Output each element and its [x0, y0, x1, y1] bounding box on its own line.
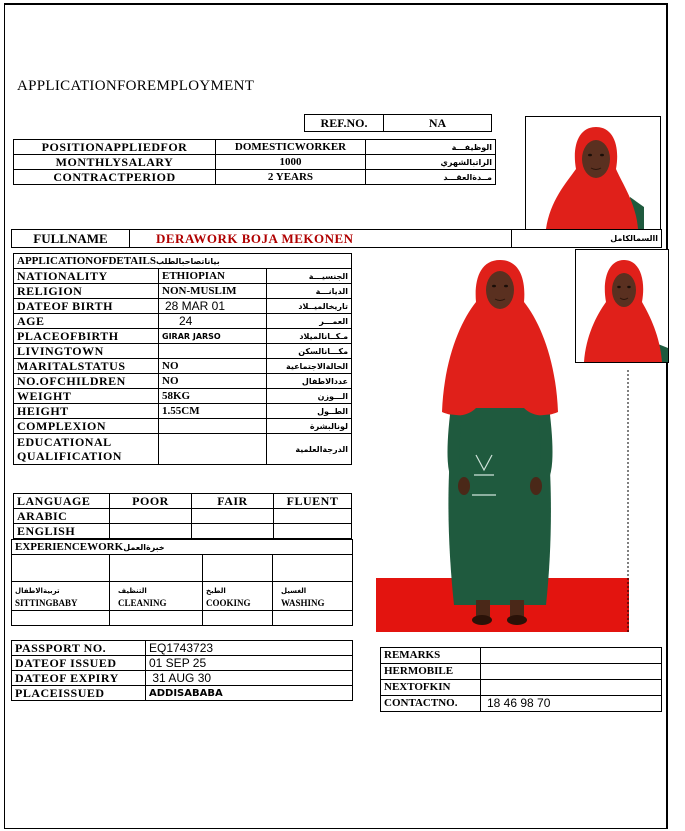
- job-table: [13, 139, 496, 185]
- birthplace-label: PLACEOFBIRTH: [14, 329, 159, 344]
- remarks-value: [481, 648, 662, 664]
- table-row: [14, 524, 352, 539]
- mobile-label: HERMOBILE: [381, 664, 481, 680]
- arabic-poor: [110, 509, 192, 524]
- remarks-label: REMARKS: [381, 648, 481, 664]
- ref-label: REF.NO.: [305, 115, 384, 132]
- passport-no-value: EQ1743723: [146, 641, 353, 656]
- livingtown-label-ar: مكـــانالسكن: [267, 344, 352, 359]
- expiry-date-label: DATEOF EXPIRY: [12, 671, 146, 686]
- table-row: [12, 656, 353, 671]
- ref-table: [304, 114, 492, 132]
- children-value: NO: [159, 374, 267, 389]
- portrait-photo: [525, 116, 661, 230]
- table-row: [14, 269, 352, 284]
- ref-value: NA: [384, 115, 492, 132]
- height-label: HEIGHT: [14, 404, 159, 419]
- weight-label: WEIGHT: [14, 389, 159, 404]
- complexion-label: COMPLEXION: [14, 419, 159, 434]
- age-label-ar: العمـــر: [267, 314, 352, 329]
- expiry-date-value: 31 AUG 30: [146, 671, 353, 686]
- poor-header: POOR: [110, 494, 192, 509]
- contact-no-value: 18 46 98 70: [481, 696, 662, 712]
- religion-label: RELIGION: [14, 284, 159, 299]
- birthplace-value: GIRAR JARSO: [159, 329, 267, 344]
- livingtown-label: LIVINGTOWN: [14, 344, 159, 359]
- skill-cell: [203, 611, 273, 626]
- fullname-label-ar: االسمالكامل: [512, 230, 662, 248]
- marital-label-ar: الحالةالاجتماعية: [267, 359, 352, 374]
- salary-value: 1000: [216, 155, 366, 170]
- english-poor: [110, 524, 192, 539]
- contract-label: CONTRACTPERIOD: [14, 170, 216, 185]
- skill-sittingbaby: [12, 582, 110, 611]
- english-fair: [192, 524, 274, 539]
- skill-washing-en: WASHING: [281, 598, 325, 608]
- remarks-table: [380, 647, 662, 712]
- salary-label: MONTHLYSALARY: [14, 155, 216, 170]
- experience-label-ar: خبرةالعمل: [123, 542, 165, 552]
- fullname-label: FULLNAME: [12, 230, 130, 248]
- complexion-label-ar: لونالبشرة: [267, 419, 352, 434]
- table-row: [14, 284, 352, 299]
- language-header: LANGUAGE: [14, 494, 110, 509]
- experience-cell: [273, 555, 353, 582]
- passport-no-label: PASSPORT NO.: [12, 641, 146, 656]
- age-value: 24: [159, 314, 267, 329]
- contact-no-label: CONTACTNO.: [381, 696, 481, 712]
- experience-cell: [12, 555, 110, 582]
- position-label: POSITIONAPPLIEDFOR: [14, 140, 216, 155]
- inset-portrait-photo: [575, 249, 669, 363]
- birthdate-label: DATEOF BIRTH: [14, 299, 159, 314]
- skill-cleaning-ar: التنظيف: [118, 587, 147, 595]
- salary-label-ar: الراتبالشهري: [366, 155, 496, 170]
- fluent-header: FLUENT: [274, 494, 352, 509]
- place-issued-label: PLACEISSUED: [12, 686, 146, 701]
- skill-washing-ar: الغسيل: [281, 587, 307, 595]
- table-row: [14, 329, 352, 344]
- table-row: [14, 389, 352, 404]
- education-label-line-2: QUALIFICATION: [17, 449, 122, 463]
- nationality-value: ETHIOPIAN: [159, 269, 267, 284]
- nationality-label: NATIONALITY: [14, 269, 159, 284]
- skill-sittingbaby-ar: تربيةالاطفال: [15, 587, 60, 595]
- arabic-fluent: [274, 509, 352, 524]
- table-row: [14, 434, 352, 465]
- religion-label-ar: الديانـــة: [267, 284, 352, 299]
- experience-label: EXPERIENCEWORK: [15, 540, 124, 553]
- education-label-ar: الدرجةالعلمية: [267, 434, 352, 465]
- skill-cleaning-en: CLEANING: [118, 598, 167, 608]
- fair-header: FAIR: [192, 494, 274, 509]
- mobile-value: [481, 664, 662, 680]
- experience-header: [12, 540, 353, 555]
- details-header-label: APPLICATIONOFDETAILS: [17, 254, 156, 267]
- table-row: [12, 671, 353, 686]
- table-row: [14, 344, 352, 359]
- height-label-ar: الطــول: [267, 404, 352, 419]
- table-row: [14, 419, 352, 434]
- english-label: ENGLISH: [14, 524, 110, 539]
- complexion-value: [159, 419, 267, 434]
- religion-value: NON-MUSLIM: [159, 284, 267, 299]
- birthplace-label-ar: مـكــانالميلاد: [267, 329, 352, 344]
- experience-cell: [203, 555, 273, 582]
- birthdate-value: 28 MAR 01: [159, 299, 267, 314]
- position-value: DOMESTICWORKER: [216, 140, 366, 155]
- table-row: [14, 359, 352, 374]
- experience-table: [11, 539, 353, 626]
- height-value: 1.55CM: [159, 404, 267, 419]
- nationality-label-ar: الجنسيـــة: [267, 269, 352, 284]
- arabic-fair: [192, 509, 274, 524]
- skill-cooking-en: COOKING: [206, 598, 251, 608]
- table-row: [381, 648, 662, 664]
- education-value: [159, 434, 267, 465]
- english-fluent: [274, 524, 352, 539]
- issue-date-value: 01 SEP 25: [146, 656, 353, 671]
- contract-value: 2 YEARS: [216, 170, 366, 185]
- weight-value: 58KG: [159, 389, 267, 404]
- form-title: APPLICATIONFOREMPLOYMENT: [17, 78, 255, 94]
- children-label-ar: عددالاطفال: [267, 374, 352, 389]
- next-of-kin-value: [481, 680, 662, 696]
- arabic-label: ARABIC: [14, 509, 110, 524]
- marital-label: MARITALSTATUS: [14, 359, 159, 374]
- details-header-label-ar: بياناتصاحبالطلب: [155, 256, 220, 266]
- next-of-kin-label: NEXTOFKIN: [381, 680, 481, 696]
- skill-cleaning: [110, 582, 203, 611]
- skill-sittingbaby-en: SITTINGBABY: [15, 598, 78, 608]
- table-row: [14, 374, 352, 389]
- passport-table: [11, 640, 353, 701]
- contract-label-ar: مــدةالعقـــد: [366, 170, 496, 185]
- table-row: [12, 686, 353, 701]
- table-row: [14, 404, 352, 419]
- skill-cell: [12, 611, 110, 626]
- skill-cell: [273, 611, 353, 626]
- table-row: [381, 664, 662, 680]
- table-row: [381, 680, 662, 696]
- skill-cooking: [203, 582, 273, 611]
- table-row: [14, 314, 352, 329]
- place-issued-value: ADDISABABA: [146, 686, 353, 701]
- table-row: [381, 696, 662, 712]
- education-label: [14, 434, 159, 465]
- fullname-table: [11, 229, 662, 248]
- fullname-value: DERAWORK BOJA MEKONEN: [130, 230, 512, 248]
- table-row: [12, 641, 353, 656]
- details-header: [14, 254, 352, 269]
- skill-cooking-ar: الطبخ: [206, 587, 226, 595]
- language-table: [13, 493, 352, 539]
- birthdate-label-ar: تاريخالميــلاد: [267, 299, 352, 314]
- details-table: [13, 253, 352, 465]
- skill-washing: [273, 582, 353, 611]
- position-label-ar: الوظيفـــة: [366, 140, 496, 155]
- age-label: AGE: [14, 314, 159, 329]
- table-row: [14, 509, 352, 524]
- issue-date-label: DATEOF ISSUED: [12, 656, 146, 671]
- children-label: NO.OFCHILDREN: [14, 374, 159, 389]
- table-row: [14, 299, 352, 314]
- weight-label-ar: الـــوزن: [267, 389, 352, 404]
- livingtown-value: [159, 344, 267, 359]
- skill-cell: [110, 611, 203, 626]
- marital-value: NO: [159, 359, 267, 374]
- education-label-line-1: EDUCATIONAL: [17, 435, 112, 449]
- experience-cell: [110, 555, 203, 582]
